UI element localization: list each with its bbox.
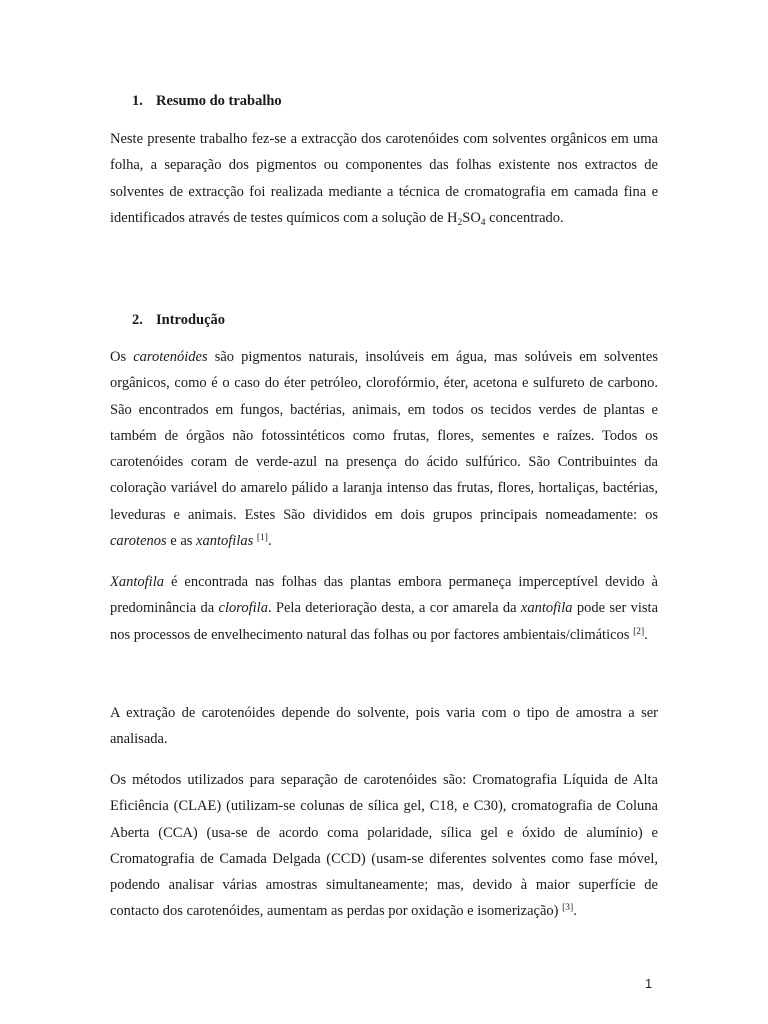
italic-term: carotenos — [110, 533, 167, 550]
subscript: 4 — [480, 217, 486, 228]
paragraph-carotenoides — [110, 344, 658, 554]
italic-term: xantofila — [520, 600, 573, 617]
italic-term: clorofila — [218, 600, 268, 617]
citation-ref: [1] — [256, 533, 268, 544]
text-run: Neste presente trabalho fez-se a extracção dos carotenóides com solventes orgânicos em uma folha, a separação dos pigmentos ou componentes das folhas existente nos extractos de solventes de extracção foi realizada mediante a técnica de cromatografia em camada fina e identificados através de testes químicos com a solução de H — [110, 131, 658, 226]
text-run: Os métodos utilizados para separação de carotenóides são: Cromatografia Líquida de Alta Eficiência (CLAE) (utilizam-se colunas de sílica gel, C18, e C30), cromatografia de Coluna Aberta (CCA) (usa-se de acordo coma polaridade, sílica gel e óxido de alumínio) e Cromatografia de Camada Delgada (CCD) (usam-se diferentes solventes como fase móvel, podendo analisar várias amostras simultaneamente; mas, devido à maior superfície de contacto dos carotenóides, aumentam as perdas por oxidação e isomerização) — [110, 772, 658, 920]
text-run: e as — [166, 533, 197, 550]
section-title: Introdução — [156, 312, 226, 328]
section-number: 2. — [132, 312, 143, 328]
paragraph-metodos — [110, 767, 658, 925]
section-title: Resumo do trabalho — [156, 93, 282, 109]
paragraph-extracao — [110, 700, 658, 753]
text-run: . — [573, 903, 577, 920]
section-number: 1. — [132, 93, 143, 109]
italic-term: xantofilas — [196, 533, 254, 550]
section-heading-resumo — [132, 92, 282, 110]
text-run: . — [644, 626, 648, 643]
citation-ref: [3] — [562, 903, 574, 914]
text-run: é encontrada nas folhas das plantas embora permaneça imperceptível devido à predominância da — [110, 574, 658, 617]
text-run: são pigmentos naturais, insolúveis em água, mas solúveis em solventes orgânicos, como é o caso do éter petróleo, clorofórmio, éter, acetona e sulfureto de carbono. São encontrados em fungos, bactérias, animais, em todos os tecidos verdes de plantas e também de órgãos não fotossintéticos como frutas, flores, sementes e raízes. Todos os carotenóides coram de verde-azul na presença do ácido sulfúrico. São Contribuintes da coloração variável do amarelo pálido a laranja intenso das frutas, flores, hortaliças, bactérias, leveduras e animais. Estes São divididos em dois grupos principais nomeadamente: os — [110, 349, 658, 523]
italic-term: Xantofila — [110, 574, 164, 590]
section-heading-introducao — [132, 311, 225, 329]
page-number: 1 — [645, 976, 653, 991]
text-run: Os — [110, 349, 134, 365]
text-run: pode ser vista nos processos de envelhecimento natural das folhas ou por factores ambientais/climáticos — [110, 600, 659, 643]
paragraph-xantofila — [110, 569, 658, 648]
text-run: SO — [462, 209, 481, 226]
text-run: concentrado. — [485, 209, 564, 226]
italic-term: carotenóides — [133, 349, 208, 365]
text-run: . Pela deterioração desta, a cor amarela da — [267, 600, 521, 617]
text-run: . — [267, 533, 272, 550]
subscript: 2 — [457, 217, 463, 228]
citation-ref: [2] — [633, 626, 645, 637]
text-run: A extração de carotenóides depende do solvente, pois varia com o tipo de amostra a ser analisada. — [110, 705, 658, 748]
paragraph-resumo — [110, 126, 658, 231]
